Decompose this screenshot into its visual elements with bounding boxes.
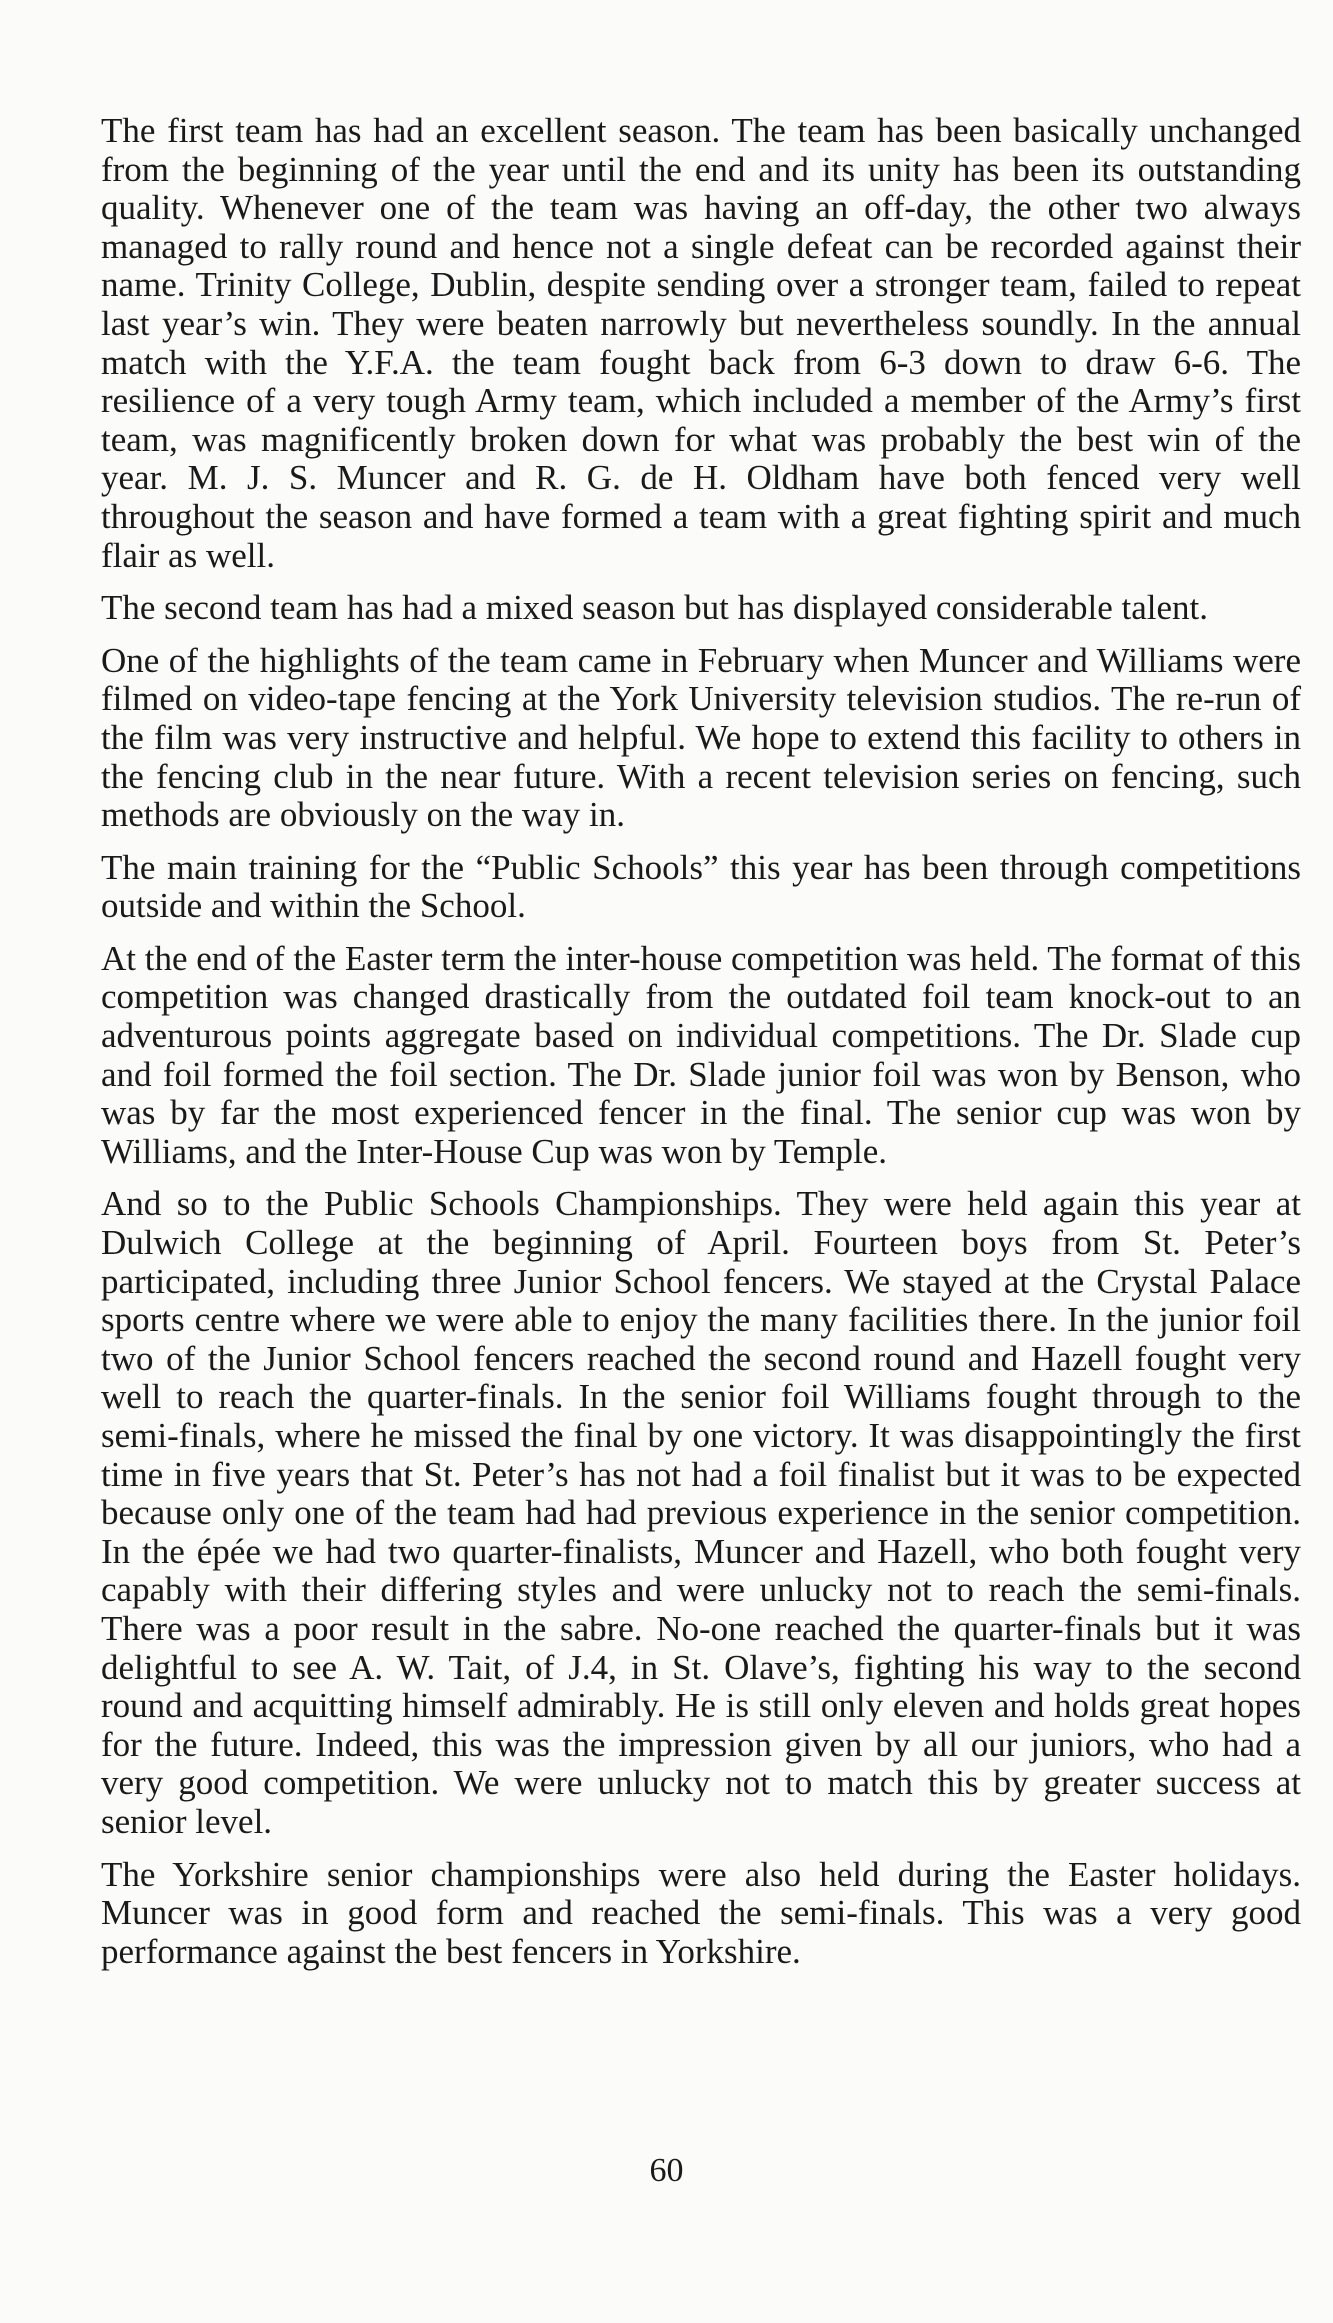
paragraph-second-team: The second team has had a mixed season but has displayed considerable talent. bbox=[101, 588, 1209, 628]
paragraph-first-team: The first team has had an excellent season. The team has been basically unchanged from the beginning of the year until the end and its unity has been its outstanding quality. Whenever one of the team was having an off-day, the other two always managed to rally round and hence not a single defeat can be recorded against their name. Trinity College, Dublin, despite sending over a stronger team, failed to repeat last year’s win. They were beaten narrowly but nevertheless soundly. In the annual match with the Y.F.A. the team fought back from 6-3 down to draw 6-6. The resilience of a very tough Army team, which included a member of the Army’s first team, was magnificently broken down for what was probably the best win of the year. M. J. S. Muncer and R. G. de H. Oldham have both fenced very well throughout the season and have formed a team with a great fighting spirit and much flair as well. bbox=[101, 111, 1301, 575]
paragraph-inter-house: At the end of the Easter term the inter-house competition was held. The format of this competition was changed drastically from the outdated foil team knock-out to an adventurous points aggregate based on individual competitions. The Dr. Slade cup and foil formed the foil section. The Dr. Slade junior foil was won by Benson, who was by far the most experienced fencer in the final. The senior cup was won by Williams, and the Inter-House Cup was won by Temple. bbox=[101, 938, 1301, 1171]
page-number: 60 bbox=[649, 2152, 684, 2189]
paragraph-yorkshire: The Yorkshire senior championships were also held during the Easter holidays. Muncer was in good form and reached the semi-finals. This was a very good performance against the best fencers in Yorkshire. bbox=[101, 1854, 1301, 1971]
paragraph-public-schools: And so to the Public Schools Championships. They were held again this year at Dulwich College at the beginning of April. Fourteen boys from St. Peter’s participated, including three Junior School fencers. We stayed at the Crystal Palace sports centre where we were able to enjoy the many facilities there. In the junior foil two of the Junior School fencers reached the second round and Hazell fought very well to reach the quarter-finals. In the senior foil Williams fought through to the semi-finals, where he missed the final by one victory. It was disappointingly the first time in five years that St. Peter’s has not had a foil finalist but it was to be expected because only one of the team had had previous experience in the senior competition. In the épée we had two quarter-finalists, Muncer and Hazell, who both fought very capably with their differing styles and were unlucky not to reach the semi-finals. There was a poor result in the sabre. No-one reached the quarter-finals but it was delightful to see A. W. Tait, of J.4, in St. Olave’s, fighting his way to the second round and acquitting himself admirably. He is still only eleven and holds great hopes for the future. Indeed, this was the impression given by all our juniors, who had a very good competition. We were unlucky not to match this by greater success at senior level. bbox=[101, 1184, 1301, 1841]
body-text bbox=[101, 112, 1301, 1985]
paragraph-main-training: The main training for the “Public Schools” this year has been through competitions outside and within the School. bbox=[101, 847, 1301, 926]
paragraph-video-tape: One of the highlights of the team came in February when Muncer and Williams were filmed on video-tape fencing at the York University television studios. The re-run of the film was very instructive and helpful. We hope to extend this facility to others in the fencing club in the near future. With a recent television series on fencing, such methods are obviously on the way in. bbox=[101, 640, 1301, 835]
